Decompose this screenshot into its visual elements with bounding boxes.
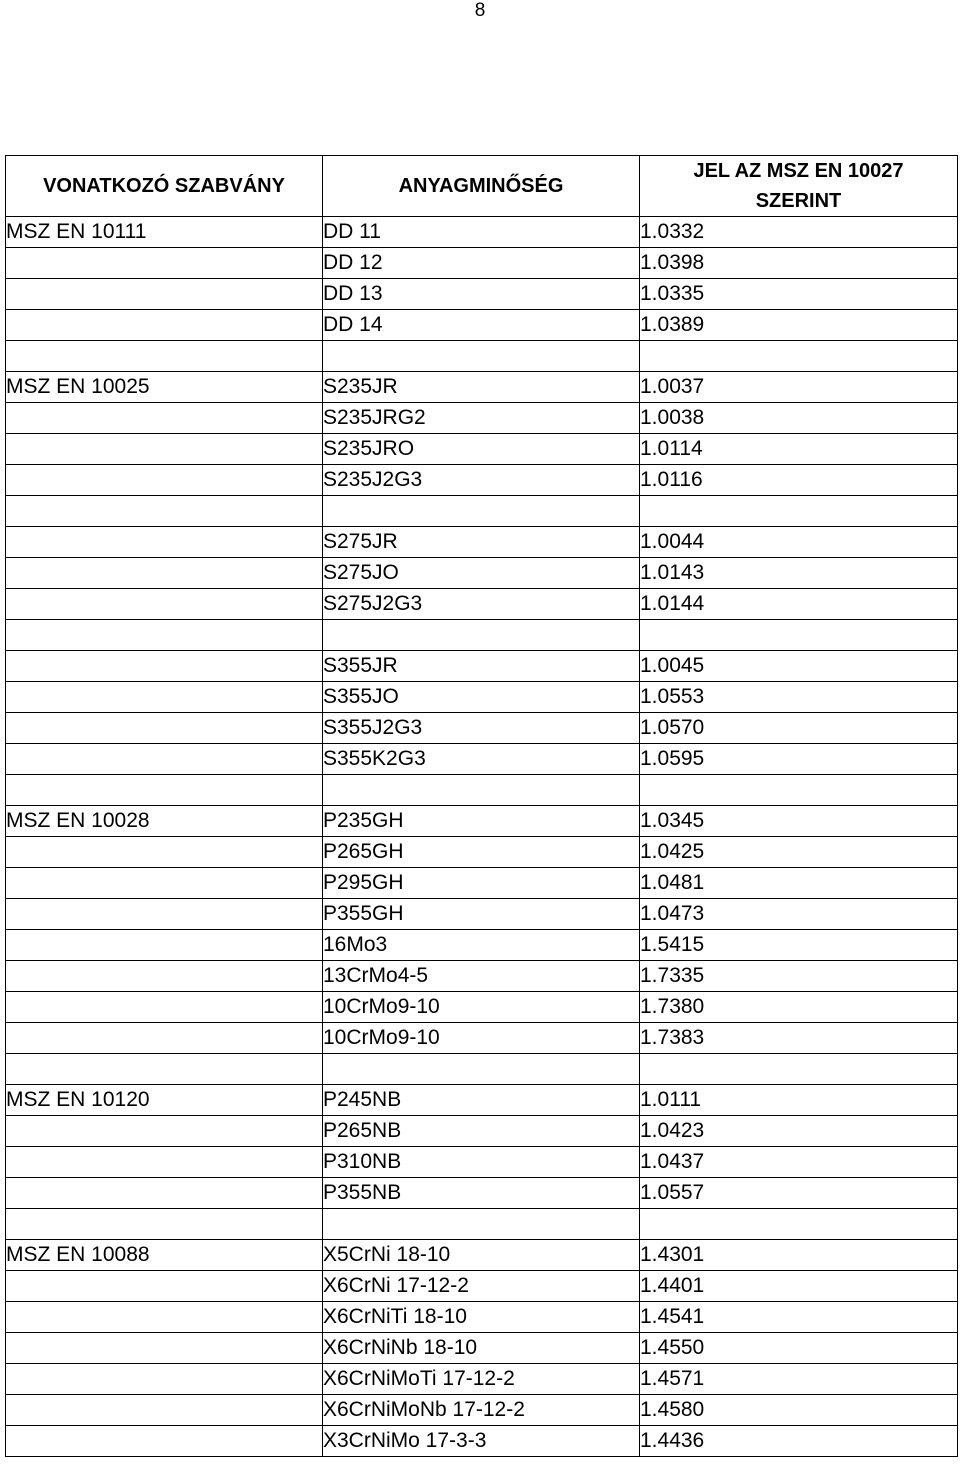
cell-standard (6, 744, 323, 775)
cell-standard: MSZ EN 10025 (6, 372, 323, 403)
table-row (6, 527, 958, 558)
cell-standard (6, 1302, 323, 1333)
cell-code: 1.0345 (640, 806, 958, 837)
cell-material (323, 496, 640, 527)
cell-material: S235J2G3 (323, 465, 640, 496)
cell-code: 1.4571 (640, 1364, 958, 1395)
cell-code: 1.0045 (640, 651, 958, 682)
table-row (6, 1209, 958, 1240)
cell-code: 1.0114 (640, 434, 958, 465)
material-standards-table (5, 155, 958, 1457)
cell-code: 1.0037 (640, 372, 958, 403)
cell-standard (6, 558, 323, 589)
cell-standard (6, 713, 323, 744)
cell-code: 1.0398 (640, 248, 958, 279)
table-row (6, 372, 958, 403)
cell-material: DD 11 (323, 217, 640, 248)
cell-standard (6, 1426, 323, 1457)
cell-material: P265GH (323, 837, 640, 868)
cell-material: X6CrNi 17-12-2 (323, 1271, 640, 1302)
table-row (6, 744, 958, 775)
cell-code: 1.7383 (640, 1023, 958, 1054)
cell-code: 1.0116 (640, 465, 958, 496)
cell-material: S275J2G3 (323, 589, 640, 620)
cell-code: 1.4401 (640, 1271, 958, 1302)
cell-material: X3CrNiMo 17-3-3 (323, 1426, 640, 1457)
table-row (6, 1395, 958, 1426)
cell-standard (6, 651, 323, 682)
cell-standard (6, 403, 323, 434)
cell-material: S275JO (323, 558, 640, 589)
cell-code: 1.5415 (640, 930, 958, 961)
table-row (6, 1240, 958, 1271)
table-row (6, 651, 958, 682)
cell-code: 1.0595 (640, 744, 958, 775)
cell-code: 1.0473 (640, 899, 958, 930)
cell-standard (6, 1364, 323, 1395)
cell-material: P310NB (323, 1147, 640, 1178)
cell-material: P355NB (323, 1178, 640, 1209)
cell-standard (6, 961, 323, 992)
cell-standard (6, 899, 323, 930)
table-row (6, 992, 958, 1023)
cell-material: X6CrNiMoNb 17-12-2 (323, 1395, 640, 1426)
cell-material: S235JR (323, 372, 640, 403)
cell-material (323, 620, 640, 651)
table-row (6, 1085, 958, 1116)
table-row (6, 1054, 958, 1085)
cell-code: 1.0038 (640, 403, 958, 434)
table-row (6, 403, 958, 434)
cell-standard (6, 310, 323, 341)
table-row (6, 279, 958, 310)
cell-material (323, 1209, 640, 1240)
table-row (6, 961, 958, 992)
cell-code: 1.0389 (640, 310, 958, 341)
cell-code: 1.0570 (640, 713, 958, 744)
cell-standard (6, 248, 323, 279)
cell-code (640, 1054, 958, 1085)
cell-material: DD 14 (323, 310, 640, 341)
cell-code: 1.0425 (640, 837, 958, 868)
cell-code: 1.0144 (640, 589, 958, 620)
cell-code: 1.4541 (640, 1302, 958, 1333)
cell-code: 1.0332 (640, 217, 958, 248)
table-row (6, 341, 958, 372)
cell-material: S235JRO (323, 434, 640, 465)
table-row (6, 1271, 958, 1302)
cell-material: DD 12 (323, 248, 640, 279)
cell-standard (6, 775, 323, 806)
cell-code: 1.0044 (640, 527, 958, 558)
cell-material: X6CrNiMoTi 17-12-2 (323, 1364, 640, 1395)
table-row (6, 868, 958, 899)
cell-material: P295GH (323, 868, 640, 899)
table-header-row (6, 156, 958, 217)
cell-code: 1.4436 (640, 1426, 958, 1457)
cell-code (640, 620, 958, 651)
cell-code: 1.0553 (640, 682, 958, 713)
cell-material: X6CrNiTi 18-10 (323, 1302, 640, 1333)
cell-standard (6, 868, 323, 899)
cell-material: S355K2G3 (323, 744, 640, 775)
cell-standard (6, 1395, 323, 1426)
cell-material (323, 775, 640, 806)
cell-standard: MSZ EN 10120 (6, 1085, 323, 1116)
header-standard: VONATKOZÓ SZABVÁNY (6, 156, 323, 217)
table-row (6, 248, 958, 279)
table-row (6, 1302, 958, 1333)
header-material: ANYAGMINŐSÉG (323, 156, 640, 217)
cell-standard (6, 1147, 323, 1178)
table-row (6, 713, 958, 744)
table-row (6, 310, 958, 341)
cell-code: 1.4580 (640, 1395, 958, 1426)
cell-material: DD 13 (323, 279, 640, 310)
cell-material: 13CrMo4-5 (323, 961, 640, 992)
cell-code: 1.0143 (640, 558, 958, 589)
cell-code (640, 496, 958, 527)
cell-standard (6, 279, 323, 310)
table-row (6, 899, 958, 930)
cell-material: S355JR (323, 651, 640, 682)
cell-material: P235GH (323, 806, 640, 837)
cell-material: 10CrMo9-10 (323, 1023, 640, 1054)
table-row (6, 465, 958, 496)
cell-standard (6, 496, 323, 527)
cell-material: X6CrNiNb 18-10 (323, 1333, 640, 1364)
cell-code (640, 341, 958, 372)
cell-code: 1.7380 (640, 992, 958, 1023)
table-row (6, 806, 958, 837)
cell-code: 1.0437 (640, 1147, 958, 1178)
table-row (6, 682, 958, 713)
table-row (6, 217, 958, 248)
cell-code (640, 1209, 958, 1240)
cell-material: 16Mo3 (323, 930, 640, 961)
cell-code: 1.7335 (640, 961, 958, 992)
cell-standard (6, 930, 323, 961)
header-code-line2: SZERINT (755, 190, 842, 212)
table-body (6, 217, 958, 1457)
table-row (6, 775, 958, 806)
cell-material (323, 1054, 640, 1085)
cell-code (640, 775, 958, 806)
page-number: 8 (474, 0, 486, 21)
table-row (6, 496, 958, 527)
cell-standard (6, 992, 323, 1023)
cell-standard (6, 1178, 323, 1209)
header-code-line1: JEL AZ MSZ EN 10027 (693, 160, 904, 182)
cell-standard (6, 1209, 323, 1240)
table-row (6, 1116, 958, 1147)
table-row (6, 589, 958, 620)
cell-standard (6, 1054, 323, 1085)
cell-material: S275JR (323, 527, 640, 558)
cell-material (323, 341, 640, 372)
table-row (6, 434, 958, 465)
cell-standard (6, 1116, 323, 1147)
cell-standard (6, 1271, 323, 1302)
table-row (6, 1178, 958, 1209)
cell-standard (6, 1333, 323, 1364)
cell-standard: MSZ EN 10111 (6, 217, 323, 248)
cell-code: 1.0481 (640, 868, 958, 899)
cell-material: 10CrMo9-10 (323, 992, 640, 1023)
cell-standard: MSZ EN 10028 (6, 806, 323, 837)
table-row (6, 1333, 958, 1364)
cell-standard (6, 1023, 323, 1054)
table-row (6, 1364, 958, 1395)
cell-code: 1.4301 (640, 1240, 958, 1271)
cell-standard (6, 682, 323, 713)
cell-code: 1.0111 (640, 1085, 958, 1116)
cell-code: 1.0335 (640, 279, 958, 310)
cell-material: P265NB (323, 1116, 640, 1147)
cell-material: S355J2G3 (323, 713, 640, 744)
table-row (6, 1023, 958, 1054)
cell-code: 1.0557 (640, 1178, 958, 1209)
cell-standard: MSZ EN 10088 (6, 1240, 323, 1271)
cell-standard (6, 434, 323, 465)
cell-material: S355JO (323, 682, 640, 713)
cell-standard (6, 341, 323, 372)
cell-standard (6, 527, 323, 558)
table-row (6, 930, 958, 961)
cell-standard (6, 837, 323, 868)
table-row (6, 1147, 958, 1178)
table-row (6, 620, 958, 651)
cell-standard (6, 465, 323, 496)
cell-material: S235JRG2 (323, 403, 640, 434)
cell-standard (6, 589, 323, 620)
table-row (6, 1426, 958, 1457)
cell-material: P355GH (323, 899, 640, 930)
header-code (640, 156, 958, 217)
cell-code: 1.0423 (640, 1116, 958, 1147)
cell-standard (6, 620, 323, 651)
cell-code: 1.4550 (640, 1333, 958, 1364)
cell-material: P245NB (323, 1085, 640, 1116)
cell-material: X5CrNi 18-10 (323, 1240, 640, 1271)
table-row (6, 837, 958, 868)
table-row (6, 558, 958, 589)
